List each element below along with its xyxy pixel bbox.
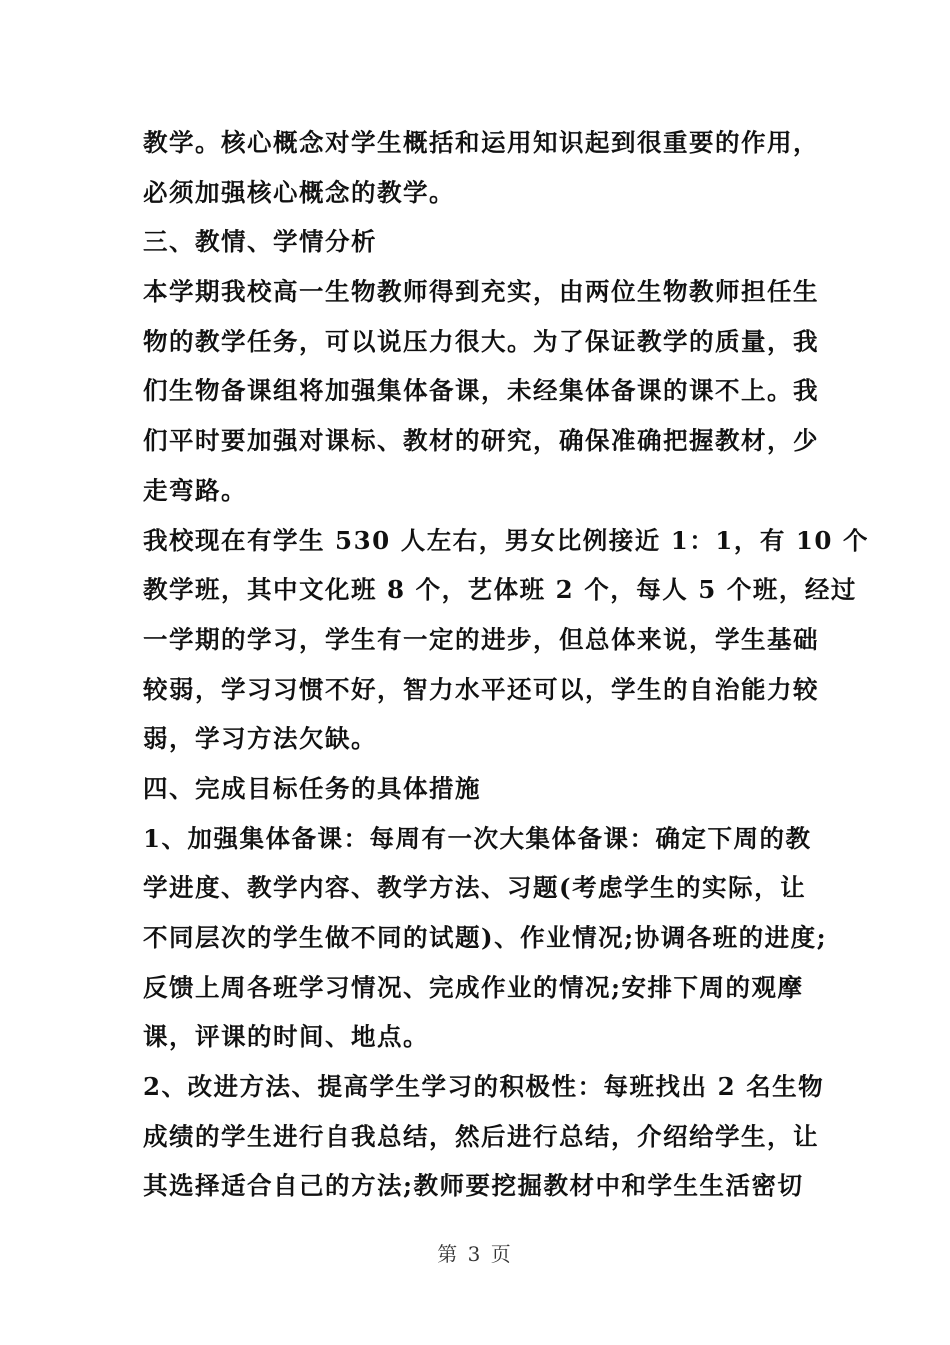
text-line: 弱，学习方法欠缺。 bbox=[143, 724, 377, 754]
text-line: 1、加强集体备课：每周有一次大集体备课：确定下周的教 bbox=[143, 823, 812, 853]
text-line: 必须加强核心概念的教学。 bbox=[143, 177, 455, 207]
text-line: 教学班，其中文化班 8 个，艺体班 2 个，每人 5 个班，经过 bbox=[143, 575, 857, 605]
text-line: 其选择适合自己的方法;教师要挖掘教材中和学生生活密切 bbox=[143, 1171, 804, 1201]
text-line: 走弯路。 bbox=[143, 475, 247, 505]
text-line: 们生物备课组将加强集体备课，未经集体备课的课不上。我 bbox=[143, 376, 819, 406]
text-line: 我校现在有学生 530 人左右，男女比例接近 1：1，有 10 个 bbox=[143, 525, 869, 555]
text-line: 成绩的学生进行自我总结，然后进行总结，介绍给学生，让 bbox=[143, 1121, 819, 1151]
section-heading: 四、完成目标任务的具体措施 bbox=[143, 773, 481, 803]
text-line: 教学。核心概念对学生概括和运用知识起到很重要的作用， bbox=[143, 128, 819, 157]
text-line: 本学期我校高一生物教师得到充实，由两位生物教师担任生 bbox=[143, 277, 819, 307]
text-line: 2、改进方法、提高学生学习的积极性：每班找出 2 名生物 bbox=[143, 1072, 825, 1102]
text-line: 们平时要加强对课标、教材的研究，确保准确把握教材，少 bbox=[143, 426, 819, 456]
document-body bbox=[143, 118, 869, 1211]
text-line: 较弱，学习习惯不好，智力水平还可以，学生的自治能力较 bbox=[143, 674, 819, 704]
page-number: 第 3 页 bbox=[437, 1242, 513, 1266]
text-line: 一学期的学习，学生有一定的进步，但总体来说，学生基础 bbox=[143, 624, 819, 654]
section-heading: 三、教情、学情分析 bbox=[143, 227, 377, 257]
text-line: 反馈上周各班学习情况、完成作业的情况;安排下周的观摩 bbox=[143, 972, 804, 1002]
text-line: 物的教学任务，可以说压力很大。为了保证教学的质量，我 bbox=[143, 326, 819, 356]
text-line: 课，评课的时间、地点。 bbox=[143, 1022, 429, 1052]
text-line: 学进度、教学内容、教学方法、习题(考虑学生的实际，让 bbox=[143, 873, 807, 903]
text-line: 不同层次的学生做不同的试题)、作业情况;协调各班的进度; bbox=[143, 923, 828, 952]
